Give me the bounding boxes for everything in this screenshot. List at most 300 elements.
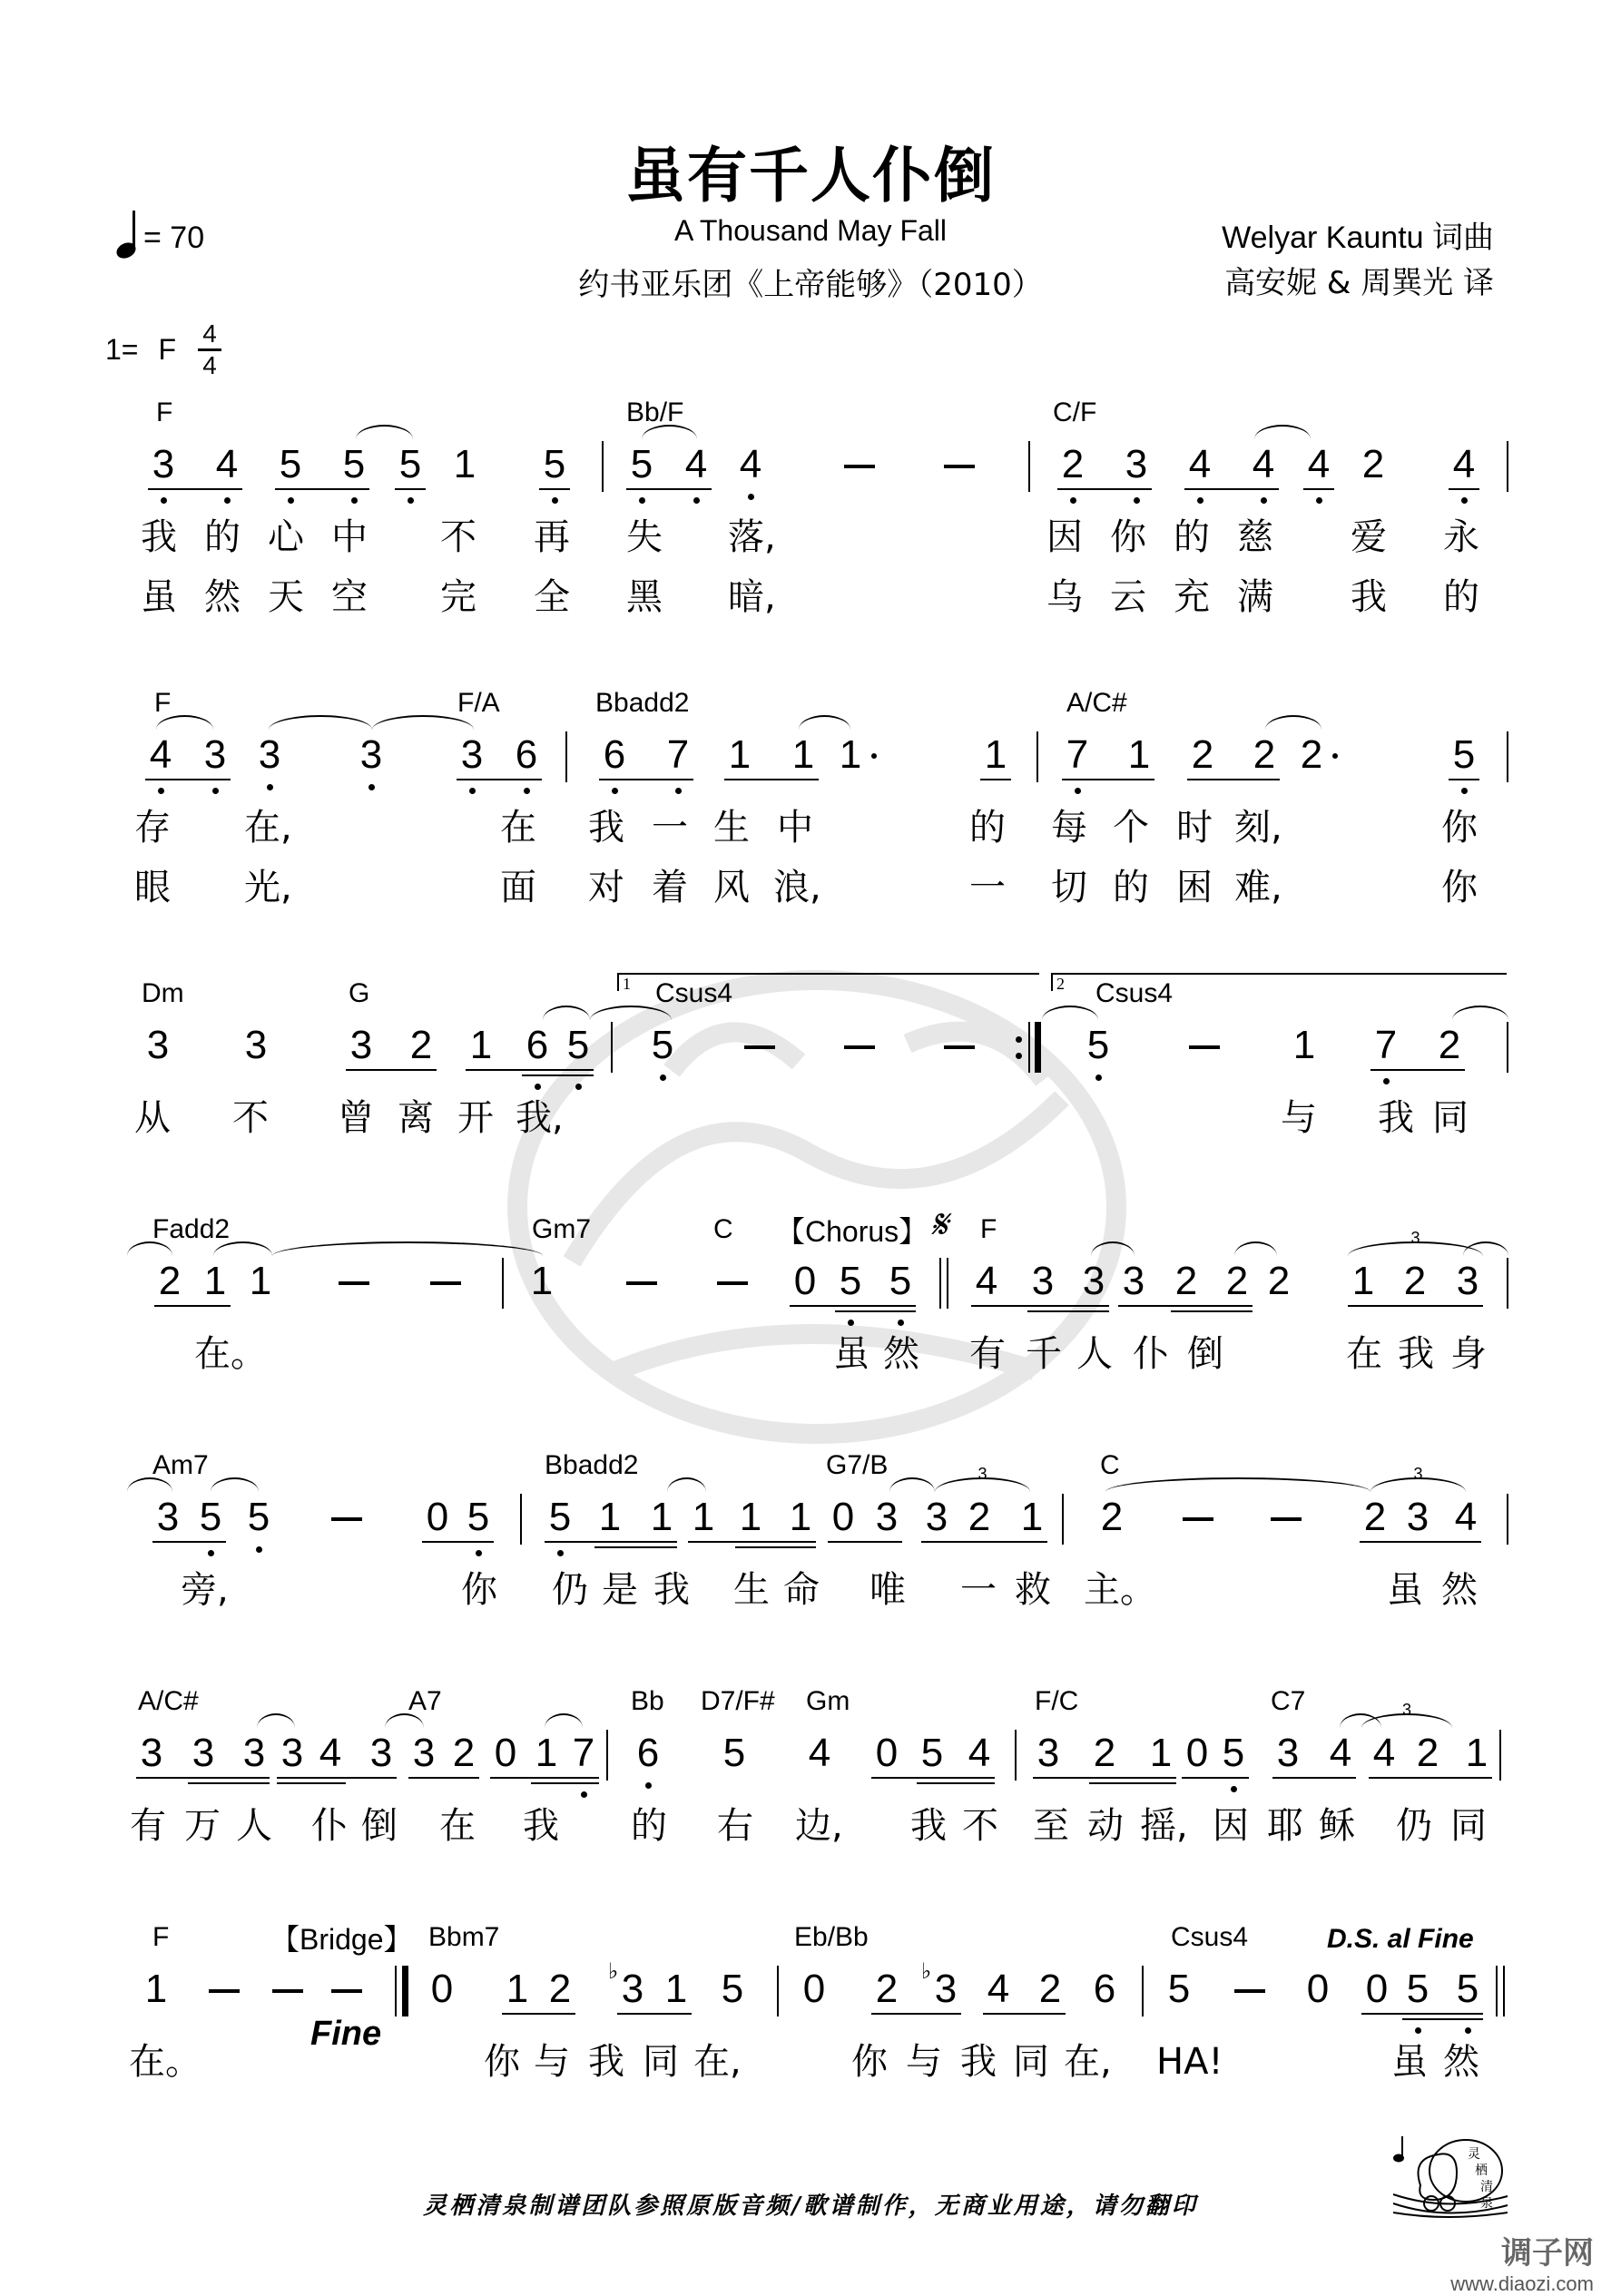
lyric-verse1: 然 xyxy=(883,1333,919,1375)
lyric-verse1: 我 xyxy=(1378,1097,1414,1139)
note-digit: 4 xyxy=(319,1731,342,1775)
note-digit: 0 xyxy=(802,1967,826,2011)
lyric-verse1: 人 xyxy=(1076,1333,1113,1375)
lyric-verse1: 稣 xyxy=(1319,1805,1355,1847)
lower-octave-dot xyxy=(612,788,618,794)
beam-line-8th xyxy=(871,1777,995,1779)
tempo-value: = 70 xyxy=(143,221,205,255)
lyric-verse1: 刻, xyxy=(1234,807,1282,849)
chord-symbol: F xyxy=(980,1214,997,1244)
lyric-verse2: 完 xyxy=(440,576,476,618)
lyric-verse1: 离 xyxy=(398,1097,434,1139)
beam-line-8th xyxy=(1057,488,1152,490)
note-digit: 2 xyxy=(1191,732,1214,777)
beam-line-8th xyxy=(154,1305,231,1307)
composer-credit: Welyar Kauntu 词曲 xyxy=(1222,221,1494,255)
lyric-verse2: 天 xyxy=(268,576,304,618)
barline xyxy=(1028,441,1030,492)
lower-octave-dot xyxy=(581,1791,587,1798)
barline xyxy=(1036,731,1038,782)
volta-number: 2 xyxy=(1056,975,1065,993)
note-digit: 5 xyxy=(630,442,653,486)
note-digit: 5 xyxy=(247,1495,270,1539)
repeat-barline-thick xyxy=(1035,1022,1041,1073)
lyric-verse1: 命 xyxy=(783,1569,820,1611)
lyric-verse1: 生 xyxy=(733,1569,770,1611)
sheep-logo-icon xyxy=(1384,2131,1511,2218)
key-signature xyxy=(105,321,221,378)
note-digit: 3 xyxy=(140,1731,163,1775)
note-digit: 7 xyxy=(666,732,690,777)
beam-line-8th xyxy=(1348,1305,1483,1307)
note-digit: 1 xyxy=(789,1495,812,1539)
lyric-verse1: 有 xyxy=(969,1333,1006,1375)
double-barline xyxy=(939,1258,941,1309)
lower-octave-dot xyxy=(224,497,231,504)
beam-line-8th xyxy=(466,1069,594,1071)
note-digit: 5 xyxy=(467,1495,490,1539)
note-digit: 2 xyxy=(1267,1259,1291,1303)
chord-symbol: G xyxy=(349,978,370,1008)
augmentation-dot xyxy=(1332,753,1338,759)
lower-octave-dot xyxy=(693,497,700,504)
sustain-dash xyxy=(209,1989,240,1993)
lyric-verse2: 对 xyxy=(588,867,624,908)
note-digit: 3 xyxy=(203,732,227,777)
time-sig-top: 4 xyxy=(202,319,217,348)
section-label: 【Bridge】 xyxy=(270,1923,413,1956)
lower-octave-dot xyxy=(1134,497,1140,504)
chord-symbol: F xyxy=(152,1922,170,1952)
beam-line-8th xyxy=(980,779,1011,780)
fine-mark: Fine xyxy=(310,2015,382,2053)
double-barline-thick xyxy=(402,1966,408,2016)
lyric-verse2: 充 xyxy=(1174,576,1210,618)
segno-icon: 𝄋 xyxy=(930,1202,948,1248)
beam-line-8th xyxy=(1118,1305,1253,1307)
lyric-verse1: 再 xyxy=(534,516,570,558)
repeat-dot xyxy=(1016,1053,1022,1059)
lyric-verse2: 难, xyxy=(1234,867,1282,908)
chord-symbol: Bb xyxy=(631,1686,664,1716)
lyric-verse1: 虽 xyxy=(1387,1569,1423,1611)
beam-line-8th xyxy=(617,2013,692,2015)
sustain-dash xyxy=(717,1281,748,1285)
lyric-verse1: 虽 xyxy=(833,1333,869,1375)
lower-octave-dot xyxy=(256,1546,262,1553)
lyric-verse2: 全 xyxy=(534,576,570,618)
lower-octave-dot xyxy=(351,497,358,504)
note-digit: 0 xyxy=(875,1731,899,1775)
lyric-verse1: 我, xyxy=(516,1097,564,1139)
lyric-verse2: 然 xyxy=(204,576,241,618)
chord-symbol: F/C xyxy=(1035,1686,1079,1716)
barline xyxy=(606,1730,608,1781)
triplet-number: 3 xyxy=(1413,1465,1423,1483)
note-digit: 0 xyxy=(1306,1967,1330,2011)
note-digit: 2 xyxy=(1253,732,1276,777)
chord-symbol: A/C# xyxy=(1066,688,1127,718)
site-watermark xyxy=(1450,2228,1594,2296)
barline xyxy=(777,1966,779,2016)
chord-symbol: C xyxy=(1100,1450,1120,1480)
note-digit: 4 xyxy=(1188,442,1212,486)
note-digit: 0 xyxy=(426,1495,449,1539)
beam-line-8th xyxy=(422,1541,494,1543)
slur-arc xyxy=(1265,715,1321,730)
lyric-verse1: 边, xyxy=(795,1805,843,1847)
note-digit: 5 xyxy=(279,442,302,486)
note-digit: 1 xyxy=(530,1259,554,1303)
lyric-verse2: 你 xyxy=(1441,867,1478,908)
note-digit: 4 xyxy=(1307,442,1331,486)
barline xyxy=(1507,1494,1508,1545)
note-digit: 2 xyxy=(1061,442,1085,486)
note-digit: 2 xyxy=(1038,1967,1062,2011)
note-digit: 2 xyxy=(452,1731,476,1775)
lower-octave-dot xyxy=(535,1084,541,1090)
note-digit: 5 xyxy=(651,1023,674,1067)
lower-octave-dot xyxy=(267,784,273,790)
note-digit: 4 xyxy=(149,732,172,777)
lyric-verse1: 我 xyxy=(588,807,624,849)
final-barline xyxy=(1503,1966,1505,2016)
note-digit: 1 xyxy=(144,1967,168,2011)
note-digit: 2 xyxy=(968,1495,991,1539)
lyric-verse1: 然 xyxy=(1443,2041,1479,2083)
note-digit: 0 xyxy=(793,1259,817,1303)
lyric-verse1: 中 xyxy=(331,516,368,558)
barline xyxy=(1507,441,1508,492)
sustain-dash xyxy=(331,1989,362,1993)
lyric-verse1: 不 xyxy=(440,516,476,558)
lyric-verse2: 风 xyxy=(713,867,750,908)
chord-symbol: F xyxy=(154,688,172,718)
lyric-verse1: 在。 xyxy=(194,1333,267,1375)
beam-line-8th xyxy=(277,1777,397,1779)
volta-number: 1 xyxy=(623,975,631,993)
lower-octave-dot xyxy=(748,494,754,500)
lyric-verse1: 心 xyxy=(268,516,304,558)
beam-line-8th xyxy=(1449,488,1479,490)
lower-octave-dot xyxy=(1461,788,1468,794)
lyric-verse1: 你 xyxy=(851,2041,888,2083)
lower-octave-dot xyxy=(158,788,164,794)
note-digit: 1 xyxy=(249,1259,272,1303)
note-digit: 5 xyxy=(839,1259,862,1303)
lower-octave-dot xyxy=(639,497,645,504)
beam-line-8th xyxy=(599,779,693,780)
lyric-verse1: 在 xyxy=(439,1805,476,1847)
lyric-verse1: 耶 xyxy=(1267,1805,1303,1847)
site-name: 调子网 xyxy=(1501,2235,1594,2271)
note-digit: 4 xyxy=(215,442,239,486)
note-digit: 5 xyxy=(1167,1967,1191,2011)
barline xyxy=(1507,1258,1508,1309)
note-digit: 3 xyxy=(242,1731,266,1775)
volta-bracket xyxy=(617,973,1039,975)
beam-line-16th xyxy=(522,1074,594,1076)
chord-symbol: Am7 xyxy=(152,1450,209,1480)
slur-arc xyxy=(1234,1241,1277,1256)
note-digit: 5 xyxy=(889,1259,912,1303)
beam-line-8th xyxy=(408,1777,479,1779)
lyric-verse1: 摇, xyxy=(1140,1805,1188,1847)
repeat-dot xyxy=(1016,1036,1022,1043)
note-digit: 4 xyxy=(1372,1731,1396,1775)
chord-symbol: Dm xyxy=(142,978,184,1008)
beam-line-8th xyxy=(152,1541,226,1543)
lower-octave-dot xyxy=(1383,1078,1390,1084)
note-digit: 4 xyxy=(684,442,708,486)
lyric-verse1: 我 xyxy=(588,2041,624,2083)
chord-symbol: C xyxy=(713,1214,733,1244)
lyric-verse1: 旁, xyxy=(181,1569,229,1611)
note-digit: 3 xyxy=(1406,1495,1429,1539)
note-digit: 6 xyxy=(526,1023,549,1067)
note-digit: 3 xyxy=(875,1495,899,1539)
lyric-verse1: 从 xyxy=(134,1097,171,1139)
sustain-dash xyxy=(272,1989,303,1993)
note-digit: 3 xyxy=(244,1023,268,1067)
note-digit: 2 xyxy=(1416,1731,1439,1775)
lower-octave-dot xyxy=(524,788,530,794)
lyric-verse1: 仍 xyxy=(1396,1805,1432,1847)
lyric-verse1: 个 xyxy=(1113,807,1149,849)
note-digit: 1 xyxy=(1292,1023,1316,1067)
note-digit: 0 xyxy=(831,1495,855,1539)
lyric-verse1: 与 xyxy=(534,2041,570,2083)
augmentation-dot xyxy=(871,753,877,759)
note-digit: 2 xyxy=(1225,1259,1249,1303)
note-digit: 0 xyxy=(1185,1731,1209,1775)
note-digit: 2 xyxy=(1300,732,1323,777)
volta-bracket-tick xyxy=(1051,973,1053,991)
note-digit: 1 xyxy=(535,1731,558,1775)
note-digit: 1 xyxy=(1149,1731,1173,1775)
lyric-verse1: 一 xyxy=(960,1569,997,1611)
note-digit: 6 xyxy=(1093,1967,1116,2011)
lyric-verse1: 不 xyxy=(232,1097,269,1139)
lower-octave-dot xyxy=(161,497,167,504)
lyric-verse1: 倒 xyxy=(361,1805,398,1847)
chord-symbol: Eb/Bb xyxy=(794,1922,869,1952)
double-barline xyxy=(947,1258,948,1309)
note-digit: 3 xyxy=(156,1495,180,1539)
lyric-verse1: 在。 xyxy=(129,2041,201,2083)
note-digit: 3 xyxy=(1031,1259,1055,1303)
lower-octave-dot xyxy=(1465,2027,1471,2034)
lyric-verse1: 同 xyxy=(1432,1097,1469,1139)
note-digit: 4 xyxy=(968,1731,991,1775)
note-digit: 6 xyxy=(636,1731,660,1775)
lyric-verse1: 我 xyxy=(960,2041,997,2083)
lower-octave-dot xyxy=(212,788,219,794)
slur-arc xyxy=(269,715,372,730)
lyric-verse1: 仆 xyxy=(1133,1333,1169,1375)
chord-symbol: Csus4 xyxy=(1095,978,1174,1008)
lower-octave-dot xyxy=(552,497,558,504)
volta-bracket-tick xyxy=(617,973,619,991)
note-digit: 1 xyxy=(1465,1731,1488,1775)
beam-line-8th xyxy=(1360,1541,1481,1543)
sustain-dash xyxy=(1234,1989,1265,1993)
beam-line-8th xyxy=(871,2013,961,2015)
slur-arc xyxy=(667,1477,706,1492)
chord-symbol: Bbadd2 xyxy=(545,1450,639,1480)
note-digit: 0 xyxy=(494,1731,517,1775)
note-digit: 3 xyxy=(925,1495,948,1539)
lyric-verse1: 的 xyxy=(204,516,241,558)
note-digit: 6 xyxy=(515,732,538,777)
lyric-verse2: 着 xyxy=(652,867,688,908)
barline xyxy=(1507,731,1508,782)
note-digit: 2 xyxy=(1361,442,1385,486)
note-digit: 5 xyxy=(342,442,366,486)
note-digit: 3 xyxy=(460,732,484,777)
lyric-verse1: 落, xyxy=(728,516,776,558)
lyric-verse1: 我 xyxy=(1398,1333,1434,1375)
beam-line-8th xyxy=(1370,1069,1465,1071)
lyric-verse2: 空 xyxy=(331,576,368,618)
chord-symbol: Csus4 xyxy=(1171,1922,1249,1952)
svg-text:灵: 灵 xyxy=(1468,2147,1480,2162)
beam-line-16th xyxy=(735,1546,816,1548)
note-digit: 2 xyxy=(409,1023,433,1067)
lyric-verse2: 黑 xyxy=(626,576,663,618)
beam-line-8th xyxy=(724,779,819,780)
lower-octave-dot xyxy=(898,1320,904,1326)
barline xyxy=(1499,1730,1501,1781)
lyric-verse1: 至 xyxy=(1033,1805,1069,1847)
lyric-verse1: 中 xyxy=(777,807,813,849)
lyric-verse1: 然 xyxy=(1441,1569,1478,1611)
svg-text:栖: 栖 xyxy=(1475,2164,1488,2178)
beam-line-8th xyxy=(502,2013,575,2015)
beam-line-8th xyxy=(145,779,231,780)
beam-line-16th xyxy=(188,1782,270,1784)
svg-text:清: 清 xyxy=(1480,2180,1493,2194)
flat-sign: ♭ xyxy=(921,1958,932,1984)
sustain-dash xyxy=(1271,1517,1302,1521)
lyric-verse1: 倒 xyxy=(1187,1333,1223,1375)
beam-line-16th xyxy=(1171,1310,1253,1312)
note-digit: 4 xyxy=(1452,442,1476,486)
note-digit: 5 xyxy=(199,1495,222,1539)
note-digit: 2 xyxy=(1403,1259,1427,1303)
note-digit: 5 xyxy=(1456,1967,1479,2011)
chord-symbol: Csus4 xyxy=(655,978,733,1008)
volta-bracket xyxy=(1051,973,1507,975)
beam-line-8th xyxy=(148,488,242,490)
beam-line-8th xyxy=(626,488,712,490)
chord-symbol: C/F xyxy=(1053,397,1097,427)
section-label: 【Chorus】 xyxy=(776,1215,928,1248)
note-digit: 5 xyxy=(543,442,566,486)
lyric-verse2: 的 xyxy=(1443,576,1479,618)
slur-arc xyxy=(889,1477,935,1492)
note-digit: 1 xyxy=(739,1495,762,1539)
beam-line-16th xyxy=(594,1546,677,1548)
note-digit: 3 xyxy=(146,1023,170,1067)
beam-line-8th xyxy=(136,1777,270,1779)
lyric-verse1: 动 xyxy=(1087,1805,1124,1847)
note-digit: 3 xyxy=(280,1731,304,1775)
lyric-verse1: 失 xyxy=(626,516,663,558)
lyric-verse1: 在, xyxy=(244,807,292,849)
note-digit: 3 xyxy=(1125,442,1148,486)
lyric-verse1: 同 xyxy=(1013,2041,1049,2083)
lyric-verse1: 你 xyxy=(1110,516,1146,558)
album-info: 约书亚乐团《上帝能够》（2010） xyxy=(578,267,1043,303)
time-signature xyxy=(198,321,221,378)
lyric-verse1: 我 xyxy=(653,1569,690,1611)
note-digit: 1 xyxy=(1020,1495,1044,1539)
slur-arc xyxy=(356,425,413,439)
copyright-notice: 灵栖清泉制谱团队参照原版音频/歌谱制作，无商业用途，请勿翻印 xyxy=(423,2193,1198,2220)
note-digit: 2 xyxy=(1363,1495,1387,1539)
lower-octave-dot xyxy=(557,1550,564,1556)
lyric-verse1: 主。 xyxy=(1084,1569,1156,1611)
note-digit: 3 xyxy=(258,732,281,777)
note-digit: 3 xyxy=(1456,1259,1479,1303)
note-digit: 3 xyxy=(621,1967,644,2011)
note-digit: 5 xyxy=(721,1967,744,2011)
key-note: F xyxy=(158,333,177,366)
double-barline xyxy=(395,1966,397,2016)
beam-line-8th xyxy=(1187,779,1280,780)
beam-line-8th xyxy=(545,1541,677,1543)
note-digit: 4 xyxy=(987,1967,1010,2011)
note-digit: 5 xyxy=(1222,1731,1245,1775)
lower-octave-dot xyxy=(645,1782,652,1789)
note-digit: 2 xyxy=(1438,1023,1461,1067)
lower-octave-dot xyxy=(1231,1786,1237,1792)
time-sig-bottom: 4 xyxy=(202,351,217,379)
note-digit: 1 xyxy=(1351,1259,1375,1303)
barline xyxy=(1142,1966,1144,2016)
note-digit: 7 xyxy=(1374,1023,1398,1067)
note-digit: 3 xyxy=(1122,1259,1145,1303)
lyric-verse1: 一 xyxy=(652,807,688,849)
note-digit: 1 xyxy=(598,1495,622,1539)
note-digit: 1 xyxy=(453,442,476,486)
beam-line-8th xyxy=(346,1069,437,1071)
lower-octave-dot xyxy=(408,497,414,504)
triplet-number: 3 xyxy=(1402,1701,1412,1719)
note-digit: 1 xyxy=(650,1495,673,1539)
song-title: 虽有千人仆倒 xyxy=(625,141,996,211)
lyric-verse1: 人 xyxy=(236,1805,272,1847)
repeat-barline xyxy=(1028,1022,1030,1073)
lyric-verse1: 你 xyxy=(1441,807,1478,849)
chord-symbol: Bbm7 xyxy=(428,1922,500,1952)
triplet-number: 3 xyxy=(978,1465,987,1483)
note-digit: 5 xyxy=(920,1731,944,1775)
sustain-dash xyxy=(339,1281,369,1285)
note-digit: 5 xyxy=(1406,1967,1429,2011)
lyric-verse1: 因 xyxy=(1213,1805,1249,1847)
lyric-verse2: 眼 xyxy=(134,867,171,908)
lyric-verse1: 右 xyxy=(717,1805,753,1847)
lyric-verse1: 与 xyxy=(906,2041,942,2083)
sustain-dash xyxy=(1183,1517,1213,1521)
note-digit: 2 xyxy=(1100,1495,1124,1539)
note-digit: 4 xyxy=(739,442,762,486)
barline xyxy=(602,441,604,492)
beam-line-16th xyxy=(917,1782,995,1784)
slur-arc xyxy=(1105,1477,1370,1492)
